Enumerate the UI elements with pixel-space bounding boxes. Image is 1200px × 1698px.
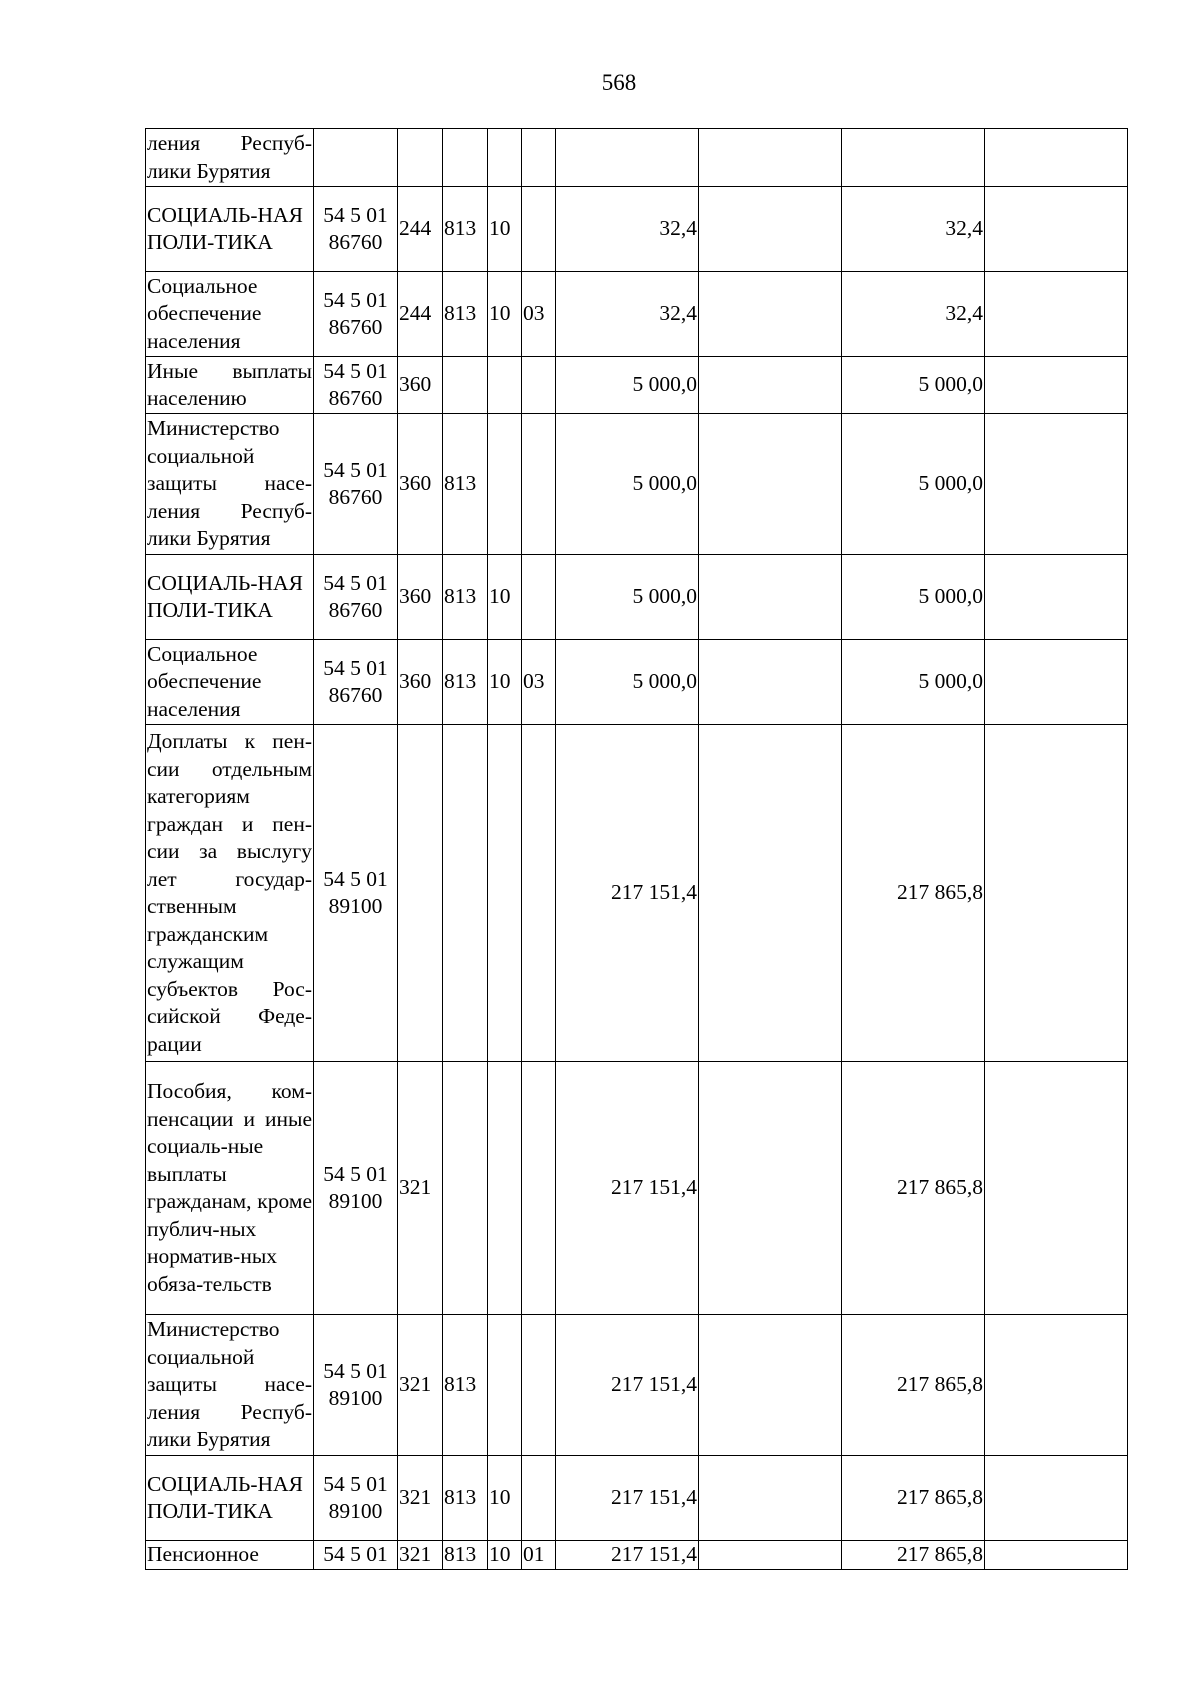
row-grbs: 813 bbox=[443, 1315, 488, 1456]
row-empty-2 bbox=[985, 129, 1128, 187]
row-pr bbox=[522, 357, 556, 414]
row-grbs bbox=[443, 725, 488, 1062]
row-pr bbox=[522, 1456, 556, 1541]
row-sum-1: 217 151,4 bbox=[556, 725, 699, 1062]
row-sum-1: 217 151,4 bbox=[556, 1456, 699, 1541]
row-sum-2: 32,4 bbox=[842, 187, 985, 272]
row-name: Доплаты к пен-сии отдельным категориям граждан и пен-сии за выслугу лет государ-ственным гражданским служащим субъектов Рос-сийской Феде-рации bbox=[146, 725, 314, 1062]
row-grbs: 813 bbox=[443, 640, 488, 725]
row-sum-2 bbox=[842, 129, 985, 187]
row-pr bbox=[522, 187, 556, 272]
row-csr: 54 5 01 89100 bbox=[314, 1062, 398, 1315]
row-sum-1 bbox=[556, 129, 699, 187]
row-csr: 54 5 01 86760 bbox=[314, 187, 398, 272]
row-empty-1 bbox=[699, 129, 842, 187]
budget-table bbox=[145, 128, 1128, 1570]
row-empty-2 bbox=[985, 357, 1128, 414]
row-empty-2 bbox=[985, 1456, 1128, 1541]
row-pr: 01 bbox=[522, 1541, 556, 1570]
row-empty-2 bbox=[985, 187, 1128, 272]
row-empty-2 bbox=[985, 1062, 1128, 1315]
row-name: ления Респуб-лики Бурятия bbox=[146, 129, 314, 187]
row-rz: 10 bbox=[488, 187, 522, 272]
row-rz: 10 bbox=[488, 555, 522, 640]
row-name: СОЦИАЛЬ-НАЯ ПОЛИ-ТИКА bbox=[146, 555, 314, 640]
row-name: Министерство социальной защиты насе-ления Респуб-лики Бурятия bbox=[146, 414, 314, 555]
row-sum-2: 217 865,8 bbox=[842, 1062, 985, 1315]
row-grbs: 813 bbox=[443, 414, 488, 555]
row-empty-1 bbox=[699, 725, 842, 1062]
row-sum-2: 5 000,0 bbox=[842, 414, 985, 555]
row-name: СОЦИАЛЬ-НАЯ ПОЛИ-ТИКА bbox=[146, 187, 314, 272]
row-pr bbox=[522, 414, 556, 555]
row-empty-2 bbox=[985, 725, 1128, 1062]
table-row bbox=[146, 414, 1128, 555]
row-empty-2 bbox=[985, 640, 1128, 725]
row-sum-2: 217 865,8 bbox=[842, 1541, 985, 1570]
row-vr: 321 bbox=[398, 1541, 443, 1570]
table-row bbox=[146, 129, 1128, 187]
row-empty-2 bbox=[985, 414, 1128, 555]
row-sum-2: 5 000,0 bbox=[842, 640, 985, 725]
row-empty-1 bbox=[699, 640, 842, 725]
table-row bbox=[146, 725, 1128, 1062]
row-csr: 54 5 01 89100 bbox=[314, 725, 398, 1062]
table-row bbox=[146, 1456, 1128, 1541]
table-row bbox=[146, 640, 1128, 725]
row-sum-2: 217 865,8 bbox=[842, 1456, 985, 1541]
row-sum-1: 5 000,0 bbox=[556, 555, 699, 640]
row-rz: 10 bbox=[488, 1541, 522, 1570]
row-rz: 10 bbox=[488, 1456, 522, 1541]
row-grbs bbox=[443, 129, 488, 187]
row-pr bbox=[522, 725, 556, 1062]
row-pr: 03 bbox=[522, 640, 556, 725]
row-empty-1 bbox=[699, 414, 842, 555]
row-csr: 54 5 01 bbox=[314, 1541, 398, 1570]
row-empty-2 bbox=[985, 555, 1128, 640]
row-sum-1: 5 000,0 bbox=[556, 414, 699, 555]
row-rz bbox=[488, 414, 522, 555]
row-empty-1 bbox=[699, 1062, 842, 1315]
row-sum-1: 5 000,0 bbox=[556, 640, 699, 725]
row-rz bbox=[488, 1062, 522, 1315]
row-vr bbox=[398, 129, 443, 187]
row-csr: 54 5 01 89100 bbox=[314, 1315, 398, 1456]
row-empty-1 bbox=[699, 1456, 842, 1541]
row-grbs: 813 bbox=[443, 272, 488, 357]
row-name: Социальное обеспечение населения bbox=[146, 272, 314, 357]
row-grbs: 813 bbox=[443, 555, 488, 640]
table-row bbox=[146, 187, 1128, 272]
row-empty-1 bbox=[699, 555, 842, 640]
table-row bbox=[146, 272, 1128, 357]
row-vr: 321 bbox=[398, 1062, 443, 1315]
row-grbs bbox=[443, 357, 488, 414]
row-sum-1: 217 151,4 bbox=[556, 1315, 699, 1456]
table-row bbox=[146, 1541, 1128, 1570]
row-rz: 10 bbox=[488, 272, 522, 357]
row-sum-1: 217 151,4 bbox=[556, 1541, 699, 1570]
row-pr: 03 bbox=[522, 272, 556, 357]
row-vr bbox=[398, 725, 443, 1062]
row-vr: 321 bbox=[398, 1315, 443, 1456]
row-pr bbox=[522, 555, 556, 640]
row-name: Министерство социальной защиты насе-ления Респуб-лики Бурятия bbox=[146, 1315, 314, 1456]
row-pr bbox=[522, 1062, 556, 1315]
row-rz bbox=[488, 1315, 522, 1456]
row-csr: 54 5 01 86760 bbox=[314, 272, 398, 357]
row-sum-2: 32,4 bbox=[842, 272, 985, 357]
row-csr bbox=[314, 129, 398, 187]
row-name: Пенсионное bbox=[146, 1541, 314, 1570]
table-row bbox=[146, 1315, 1128, 1456]
row-sum-2: 5 000,0 bbox=[842, 555, 985, 640]
row-grbs: 813 bbox=[443, 1541, 488, 1570]
row-empty-1 bbox=[699, 1315, 842, 1456]
row-grbs: 813 bbox=[443, 1456, 488, 1541]
row-empty-2 bbox=[985, 272, 1128, 357]
page-number: 568 bbox=[601, 70, 637, 95]
row-csr: 54 5 01 89100 bbox=[314, 1456, 398, 1541]
row-csr: 54 5 01 86760 bbox=[314, 640, 398, 725]
row-empty-1 bbox=[699, 272, 842, 357]
row-name: Пособия, ком-пенсации и иные социаль-ные выплаты гражданам, кроме публич-ных норматив-ных обяза-тельств bbox=[146, 1062, 314, 1315]
row-rz bbox=[488, 129, 522, 187]
row-name: СОЦИАЛЬ-НАЯ ПОЛИ-ТИКА bbox=[146, 1456, 314, 1541]
row-vr: 321 bbox=[398, 1456, 443, 1541]
row-vr: 244 bbox=[398, 272, 443, 357]
row-empty-1 bbox=[699, 357, 842, 414]
row-empty-1 bbox=[699, 1541, 842, 1570]
row-empty-2 bbox=[985, 1541, 1128, 1570]
row-vr: 244 bbox=[398, 187, 443, 272]
row-csr: 54 5 01 86760 bbox=[314, 555, 398, 640]
row-rz bbox=[488, 725, 522, 1062]
row-vr: 360 bbox=[398, 357, 443, 414]
row-csr: 54 5 01 86760 bbox=[314, 414, 398, 555]
row-grbs bbox=[443, 1062, 488, 1315]
row-rz bbox=[488, 357, 522, 414]
row-empty-2 bbox=[985, 1315, 1128, 1456]
table-row bbox=[146, 1062, 1128, 1315]
row-empty-1 bbox=[699, 187, 842, 272]
row-vr: 360 bbox=[398, 414, 443, 555]
row-name: Социальное обеспечение населения bbox=[146, 640, 314, 725]
row-sum-2: 5 000,0 bbox=[842, 357, 985, 414]
row-pr bbox=[522, 1315, 556, 1456]
row-csr: 54 5 01 86760 bbox=[314, 357, 398, 414]
row-sum-2: 217 865,8 bbox=[842, 725, 985, 1062]
row-rz: 10 bbox=[488, 640, 522, 725]
row-vr: 360 bbox=[398, 555, 443, 640]
row-sum-2: 217 865,8 bbox=[842, 1315, 985, 1456]
table-row bbox=[146, 357, 1128, 414]
table-row bbox=[146, 555, 1128, 640]
row-sum-1: 5 000,0 bbox=[556, 357, 699, 414]
row-sum-1: 32,4 bbox=[556, 272, 699, 357]
row-name: Иные выплаты населению bbox=[146, 357, 314, 414]
row-sum-1: 32,4 bbox=[556, 187, 699, 272]
row-vr: 360 bbox=[398, 640, 443, 725]
row-sum-1: 217 151,4 bbox=[556, 1062, 699, 1315]
row-pr bbox=[522, 129, 556, 187]
row-grbs: 813 bbox=[443, 187, 488, 272]
